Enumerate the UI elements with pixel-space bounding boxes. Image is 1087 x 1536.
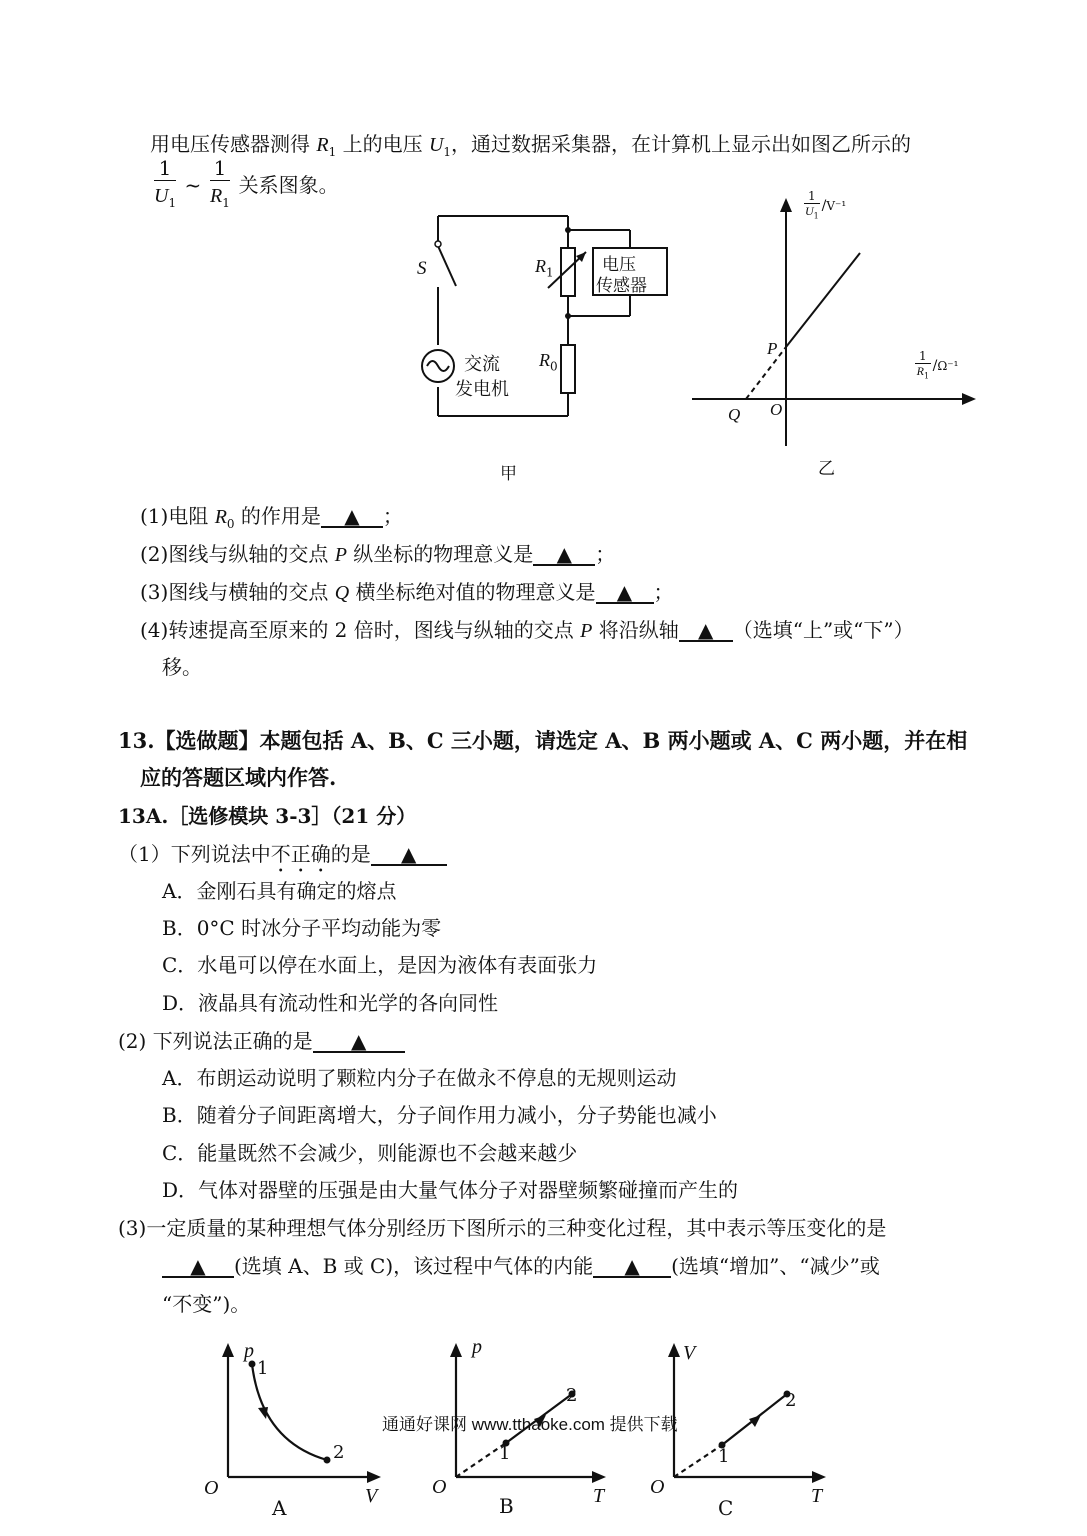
- q13-module-title: 13A.［选修模块 3-3］（21 分）: [118, 804, 417, 828]
- q12-2-var: P: [334, 544, 347, 566]
- point-q-label: Q: [728, 405, 741, 424]
- y-axis-label: $\frac{1}{U_1}$ /V⁻¹: [804, 189, 847, 221]
- q12-part3: [140, 576, 674, 605]
- y-axis-num: 1: [804, 190, 820, 204]
- figure-jia-caption: 甲: [500, 464, 517, 484]
- q12-4-continuation: 移。: [162, 655, 202, 679]
- q13-p1-stem-b: 的是: [330, 842, 371, 866]
- answer-blank-13-2[interactable]: ▲: [313, 1031, 405, 1053]
- graph-c-origin: O: [650, 1476, 665, 1498]
- graph-b-origin: O: [432, 1476, 447, 1498]
- graph-b-y-label: p: [472, 1336, 482, 1358]
- y-axis-den: U: [804, 204, 814, 218]
- answer-blank-13-3b[interactable]: ▲: [593, 1256, 671, 1278]
- q12-part2: [140, 538, 615, 567]
- frac2-den: R: [210, 185, 223, 207]
- q12-3-var: Q: [334, 582, 350, 604]
- q13-p2-option-a[interactable]: A．布朗运动说明了颗粒内分子在做永不停息的无规则运动: [162, 1066, 677, 1090]
- circuit-diagram: [400, 200, 700, 490]
- q12-4-tail: （选填“上”或“下”）: [732, 618, 914, 642]
- graph-b-x-arrow-icon: [592, 1471, 606, 1483]
- r0-label-var: R: [539, 350, 550, 370]
- graph-a-y-label: p: [244, 1340, 254, 1362]
- q12-4-post: 将沿纵轴: [592, 618, 679, 642]
- switch-label: S: [417, 258, 427, 279]
- frac1-den: U: [154, 185, 169, 207]
- q12-4-var: P: [580, 620, 593, 642]
- q13-p3-line3: “不变”)。: [162, 1292, 251, 1316]
- graph-a-point1: 1: [257, 1358, 269, 1379]
- x-axis-den: R: [916, 364, 924, 378]
- q12-1-sub: 0: [226, 517, 235, 531]
- graph-a-point2: 2: [333, 1442, 345, 1463]
- graph-b-caption: B: [499, 1494, 514, 1518]
- point-p-label: P: [767, 339, 778, 358]
- answer-blank-13-3a[interactable]: ▲: [162, 1256, 234, 1278]
- frac1-num: 1: [154, 156, 176, 181]
- graph-c-caption: C: [718, 1496, 734, 1520]
- q13-p1-option-d[interactable]: D．液晶具有流动性和光学的各向同性: [162, 991, 499, 1015]
- q13-p3-mid: (选填 A、B 或 C)，该过程中气体的内能: [234, 1254, 594, 1278]
- q12-2-pre: (2)图线与纵轴的交点: [140, 542, 335, 566]
- q13-p1-stem-a: （1）下列说法中: [118, 842, 271, 866]
- q12-3-tail: ；: [653, 580, 674, 604]
- x-axis-label: $\frac{1}{R_1}$ /Ω⁻¹: [916, 349, 959, 381]
- q13-heading-line1: 13.【选做题】本题包括 A、B、C 三小题，请选定 A、B 两小题或 A、C 两小题，并在相: [118, 728, 968, 753]
- intro-text-b: 上的电压: [342, 132, 423, 156]
- y-axis-unit: V⁻¹: [826, 199, 847, 214]
- q13-p3-line2: [162, 1250, 880, 1279]
- q13-p1-option-c[interactable]: C．水黾可以停在水面上，是因为液体有表面张力: [162, 953, 598, 977]
- q12-3-pre: (3)图线与横轴的交点: [140, 580, 335, 604]
- graph-b-point1: 1: [499, 1443, 511, 1464]
- q12-1-pre: (1)电阻: [140, 504, 215, 528]
- q12-2-post: 纵坐标的物理意义是: [346, 542, 534, 566]
- q12-3-post: 横坐标绝对值的物理意义是: [349, 580, 596, 604]
- graph-a-origin: O: [204, 1477, 219, 1499]
- r1-label: [535, 256, 554, 280]
- r1-symbol: R: [316, 134, 329, 156]
- x-axis-num: 1: [915, 350, 931, 364]
- q13-p2-option-d[interactable]: D．气体对器壁的压强是由大量气体分子对器壁频繁碰撞而产生的: [162, 1178, 739, 1202]
- intro-tail: 关系图象。: [238, 173, 339, 197]
- q13-p1-stem: [118, 838, 447, 877]
- fraction-1-over-r1: [210, 156, 231, 217]
- graph-a-x-arrow-icon: [367, 1471, 381, 1483]
- r0-label: [539, 350, 558, 374]
- q12-2-tail: ；: [595, 542, 616, 566]
- answer-blank-12-1[interactable]: ▲: [321, 506, 383, 528]
- q12-4-pre: (4)转速提高至原来的 2 倍时，图线与纵轴的交点: [140, 618, 581, 642]
- q12-1-var: R: [214, 506, 227, 528]
- q13-heading-line2: 应的答题区域内作答.: [140, 765, 337, 790]
- graph-b-point2: 2: [566, 1385, 578, 1406]
- frac2-sub: 1: [222, 196, 230, 210]
- graph-a-x-label: V: [365, 1485, 378, 1507]
- answer-blank-12-3[interactable]: ▲: [596, 582, 654, 604]
- graph-b-x-label: T: [593, 1485, 605, 1507]
- frac2-num: 1: [210, 156, 231, 181]
- intro-line-2: [152, 156, 339, 217]
- tilde: ~: [184, 173, 202, 197]
- answer-blank-12-2[interactable]: ▲: [533, 544, 595, 566]
- watermark-text: 通通好课网 www.tthaoke.com 提供下载: [382, 1415, 678, 1434]
- q13-p2-option-b[interactable]: B．随着分子间距离增大，分子间作用力减小，分子势能也减小: [162, 1103, 717, 1127]
- intro-line-1: [150, 128, 911, 159]
- u1-sub: 1: [443, 145, 452, 159]
- q12-1-post: 的作用是: [234, 504, 321, 528]
- q13-p1-option-b[interactable]: B．0°C 时冰分子平均动能为零: [162, 916, 442, 940]
- origin-label: O: [770, 400, 783, 419]
- graph-c-point1: 1: [718, 1446, 730, 1467]
- q12-1-tail: ；: [382, 504, 403, 528]
- intro-text-c: ，通过数据采集器，在计算机上显示出如图乙所示的: [451, 132, 912, 156]
- graph-c-y-label: V: [683, 1342, 696, 1364]
- q13-p2-option-c[interactable]: C．能量既然不会减少，则能源也不会越来越少: [162, 1141, 578, 1165]
- graph-c-point2: 2: [785, 1390, 797, 1411]
- graph-c-x-label: T: [811, 1485, 823, 1507]
- sensor-label-2: 传感器: [596, 276, 647, 296]
- r1-label-sub: 1: [546, 265, 554, 280]
- r1-sub: 1: [328, 145, 337, 159]
- fraction-1-over-u1: [154, 156, 176, 217]
- r0-label-sub: 0: [550, 359, 558, 374]
- graph-a-y-arrow-icon: [222, 1343, 234, 1357]
- x-axis-unit: Ω⁻¹: [937, 359, 959, 374]
- q13-p1-option-a[interactable]: A．金刚石具有确定的熔点: [162, 879, 397, 903]
- q13-p2-stem: [118, 1025, 405, 1054]
- answer-blank-13-1[interactable]: ▲: [371, 844, 447, 866]
- frac1-sub: 1: [168, 196, 177, 210]
- x-axis-sub: 1: [923, 371, 930, 381]
- graph-c-x-arrow-icon: [812, 1471, 826, 1483]
- figure-yi-caption: 乙: [818, 459, 835, 479]
- q12-part4: [140, 614, 914, 643]
- y-arrow-icon: [780, 198, 792, 212]
- q12-part1: [140, 500, 403, 531]
- generator-label-2: 发电机: [455, 379, 509, 400]
- generator-label-1: 交流: [464, 354, 500, 375]
- q13-p3-line1: (3)一定质量的某种理想气体分别经历下图所示的三种变化过程，其中表示等压变化的是: [118, 1216, 887, 1240]
- graph-c-y-arrow-icon: [668, 1343, 680, 1357]
- answer-blank-12-4[interactable]: ▲: [679, 620, 733, 642]
- intro-text-a: 用电压传感器测得: [150, 132, 310, 156]
- q13-p2-stem-text: (2) 下列说法正确的是: [118, 1029, 313, 1053]
- q13-p3-tail: (选填“增加”、“减少”或: [671, 1254, 880, 1278]
- r1-label-var: R: [535, 256, 546, 276]
- sensor-label-1: 电压: [602, 255, 636, 275]
- u1-symbol: U: [428, 134, 444, 156]
- x-arrow-icon: [962, 393, 976, 405]
- graph-a-caption: A: [272, 1496, 287, 1520]
- graph-b-y-arrow-icon: [450, 1343, 462, 1357]
- q13-p1-emphasis: 不正确: [270, 842, 331, 866]
- y-axis-sub: 1: [813, 211, 819, 221]
